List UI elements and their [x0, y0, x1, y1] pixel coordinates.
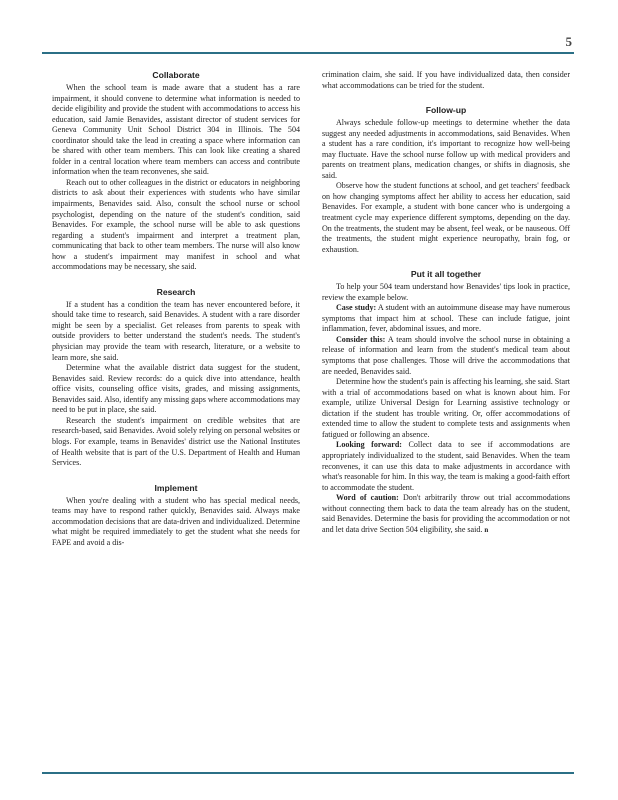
case-study-text: A student with an autoimmune disease may have numerous symptoms that impact him at school. These can include fatigue, joint inflammation, fever, abdominal issues, and more. [322, 303, 570, 334]
word-of-caution-label: Word of caution: [336, 493, 399, 503]
research-paragraph-3: Research the student's impairment on credible websites that are research-based, said Benavides. Avoid solely relying on personal websites or blogs. For example, teams in Benavides' district use the National Institutes of Health website that is part of the U.S. Department of Health and Human Services. [52, 415, 300, 468]
collaborate-paragraph-1: When the school team is made aware that a student has a rare impairment, it should convene to determine what information is needed to decide eligibility and provide the student with accommodations to access his education, said Jamie Benavides, assistant director of student services for Geneva Community Unit School District 304 in Illinois. The 504 coordinator should take the lead in creating a space where information can be shared with other team members. This can look like creating a shared folder in a central location where team members can access and contribute information when the team reconvenes, she said. [52, 83, 300, 177]
collaborate-paragraph-2: Reach out to other colleagues in the district or educators in neighboring districts to ask about their experiences with students who have similar impairments, Benavides said. Also, consult the school nurse or school psychologist, depending on the nature of the student's condition, said Benavides. For example, the school nurse will be able to ask questions regarding a student's impairment and interpret a treatment plan, communicating that back to other team members. The nurse will also know how a student's impairment may manifest in school and what accommodations may be necessary, she said. [52, 177, 300, 272]
word-of-caution-paragraph [322, 493, 570, 535]
put-it-together-heading: Put it all together [410, 269, 482, 280]
follow-up-heading: Follow-up [425, 105, 467, 116]
consider-this-text: A team should involve the school nurse in obtaining a release of information and learn from the student's medical team about symptoms that pose challenges. Those will drive the accommodations that are needed, Benavides said. [322, 334, 570, 376]
end-mark: n [484, 525, 489, 534]
word-of-caution-text: Don't arbitrarily throw out trial accommodations without connecting them back to data the team already has on the student, said Benavides. Determine the basis for providing the accommodation or not and let data drive Section 504 eligibility, she said. [322, 493, 570, 534]
left-column [52, 70, 300, 548]
research-paragraph-1: If a student has a condition the team has never encountered before, it should take time to research, said Benavides. A student with a rare disorder might be seen by a specialist. Get releases from parents to speak with outside providers to better understand the student's needs. The student's physician may provide the team with research, literature, or a website to learn more, she said. [52, 299, 300, 362]
bottom-rule [42, 772, 574, 774]
looking-forward-paragraph [322, 440, 570, 493]
page-number: 5 [565, 34, 572, 49]
case-study-label: Case study: [336, 303, 377, 313]
collaborate-heading: Collaborate [152, 70, 200, 80]
put-it-together-intro: To help your 504 team understand how Benavides' tips look in practice, review the example below. [322, 282, 570, 302]
research-paragraph-2: Determine what the available district data suggest for the student, Benavides said. Review records: do a quick dive into attendance, health office visits, counseling office visits, grades, and missing assignments, Benavides said. Also, identify any missing gaps where accommodations may need to be put in place, she said. [52, 363, 300, 415]
research-heading: Research [156, 286, 196, 297]
top-rule [42, 52, 574, 54]
looking-forward-label: Looking forward: [336, 440, 402, 450]
right-column [322, 70, 570, 535]
follow-up-paragraph-2: Observe how the student functions at school, and get teachers' feedback on how changing symptoms affect her ability to access her education, said Benavides. For example, a student with bone cancer who is undergoing a treatment cycle may experience different symptoms, depending on the day. On the treatments, the student may be absent, feel weak, or be nauseous. Off the treatments, the student might experience neuropathy, brain fog, or exhaustion. [322, 181, 570, 254]
implement-paragraph-1: When you're dealing with a student who has special medical needs, teams may have to respond rather quickly, Benavides said. Always make accommodation decisions that are data-driven and individualized. Determine what might be required immediately to get the student what she needs for FAPE and avoid a dis- [52, 495, 300, 547]
implement-heading: Implement [154, 482, 198, 493]
consider-this-paragraph [322, 335, 570, 377]
determine-paragraph: Determine how the student's pain is affecting his learning, she said. Start with a trial of accommodations based on what is known about him. For example, utilize Universal Design for Learning assistive technology or dictation if the student has trouble writing. Or, offer accommodations of extended time to allow the student to complete tests and assignments when fatigued or following an absence. [322, 377, 570, 439]
case-study-paragraph [322, 303, 570, 335]
follow-up-paragraph-1: Always schedule follow-up meetings to determine whether the data suggest any needed adjustments in accommodations, said Benavides. When a student has a rare condition, it's important to recognize how well-being may fluctuate. Have the school nurse follow up with medical providers and parents on treatment plans, medication changes, or shifts in diagnosis, she said. [322, 118, 570, 180]
consider-this-label: Consider this: [336, 334, 386, 344]
continued-paragraph: crimination claim, she said. If you have individualized data, then consider what accommodations can be tried for the student. [322, 70, 570, 90]
looking-forward-text: Collect data to see if accommodations are appropriately individualized to the student, said Benavides. When the team reconvenes, it can use this data to make adjustments in accordance with what's reasonable for him. In this way, the team is making a good-faith effort to accommodate the student. [322, 440, 570, 492]
